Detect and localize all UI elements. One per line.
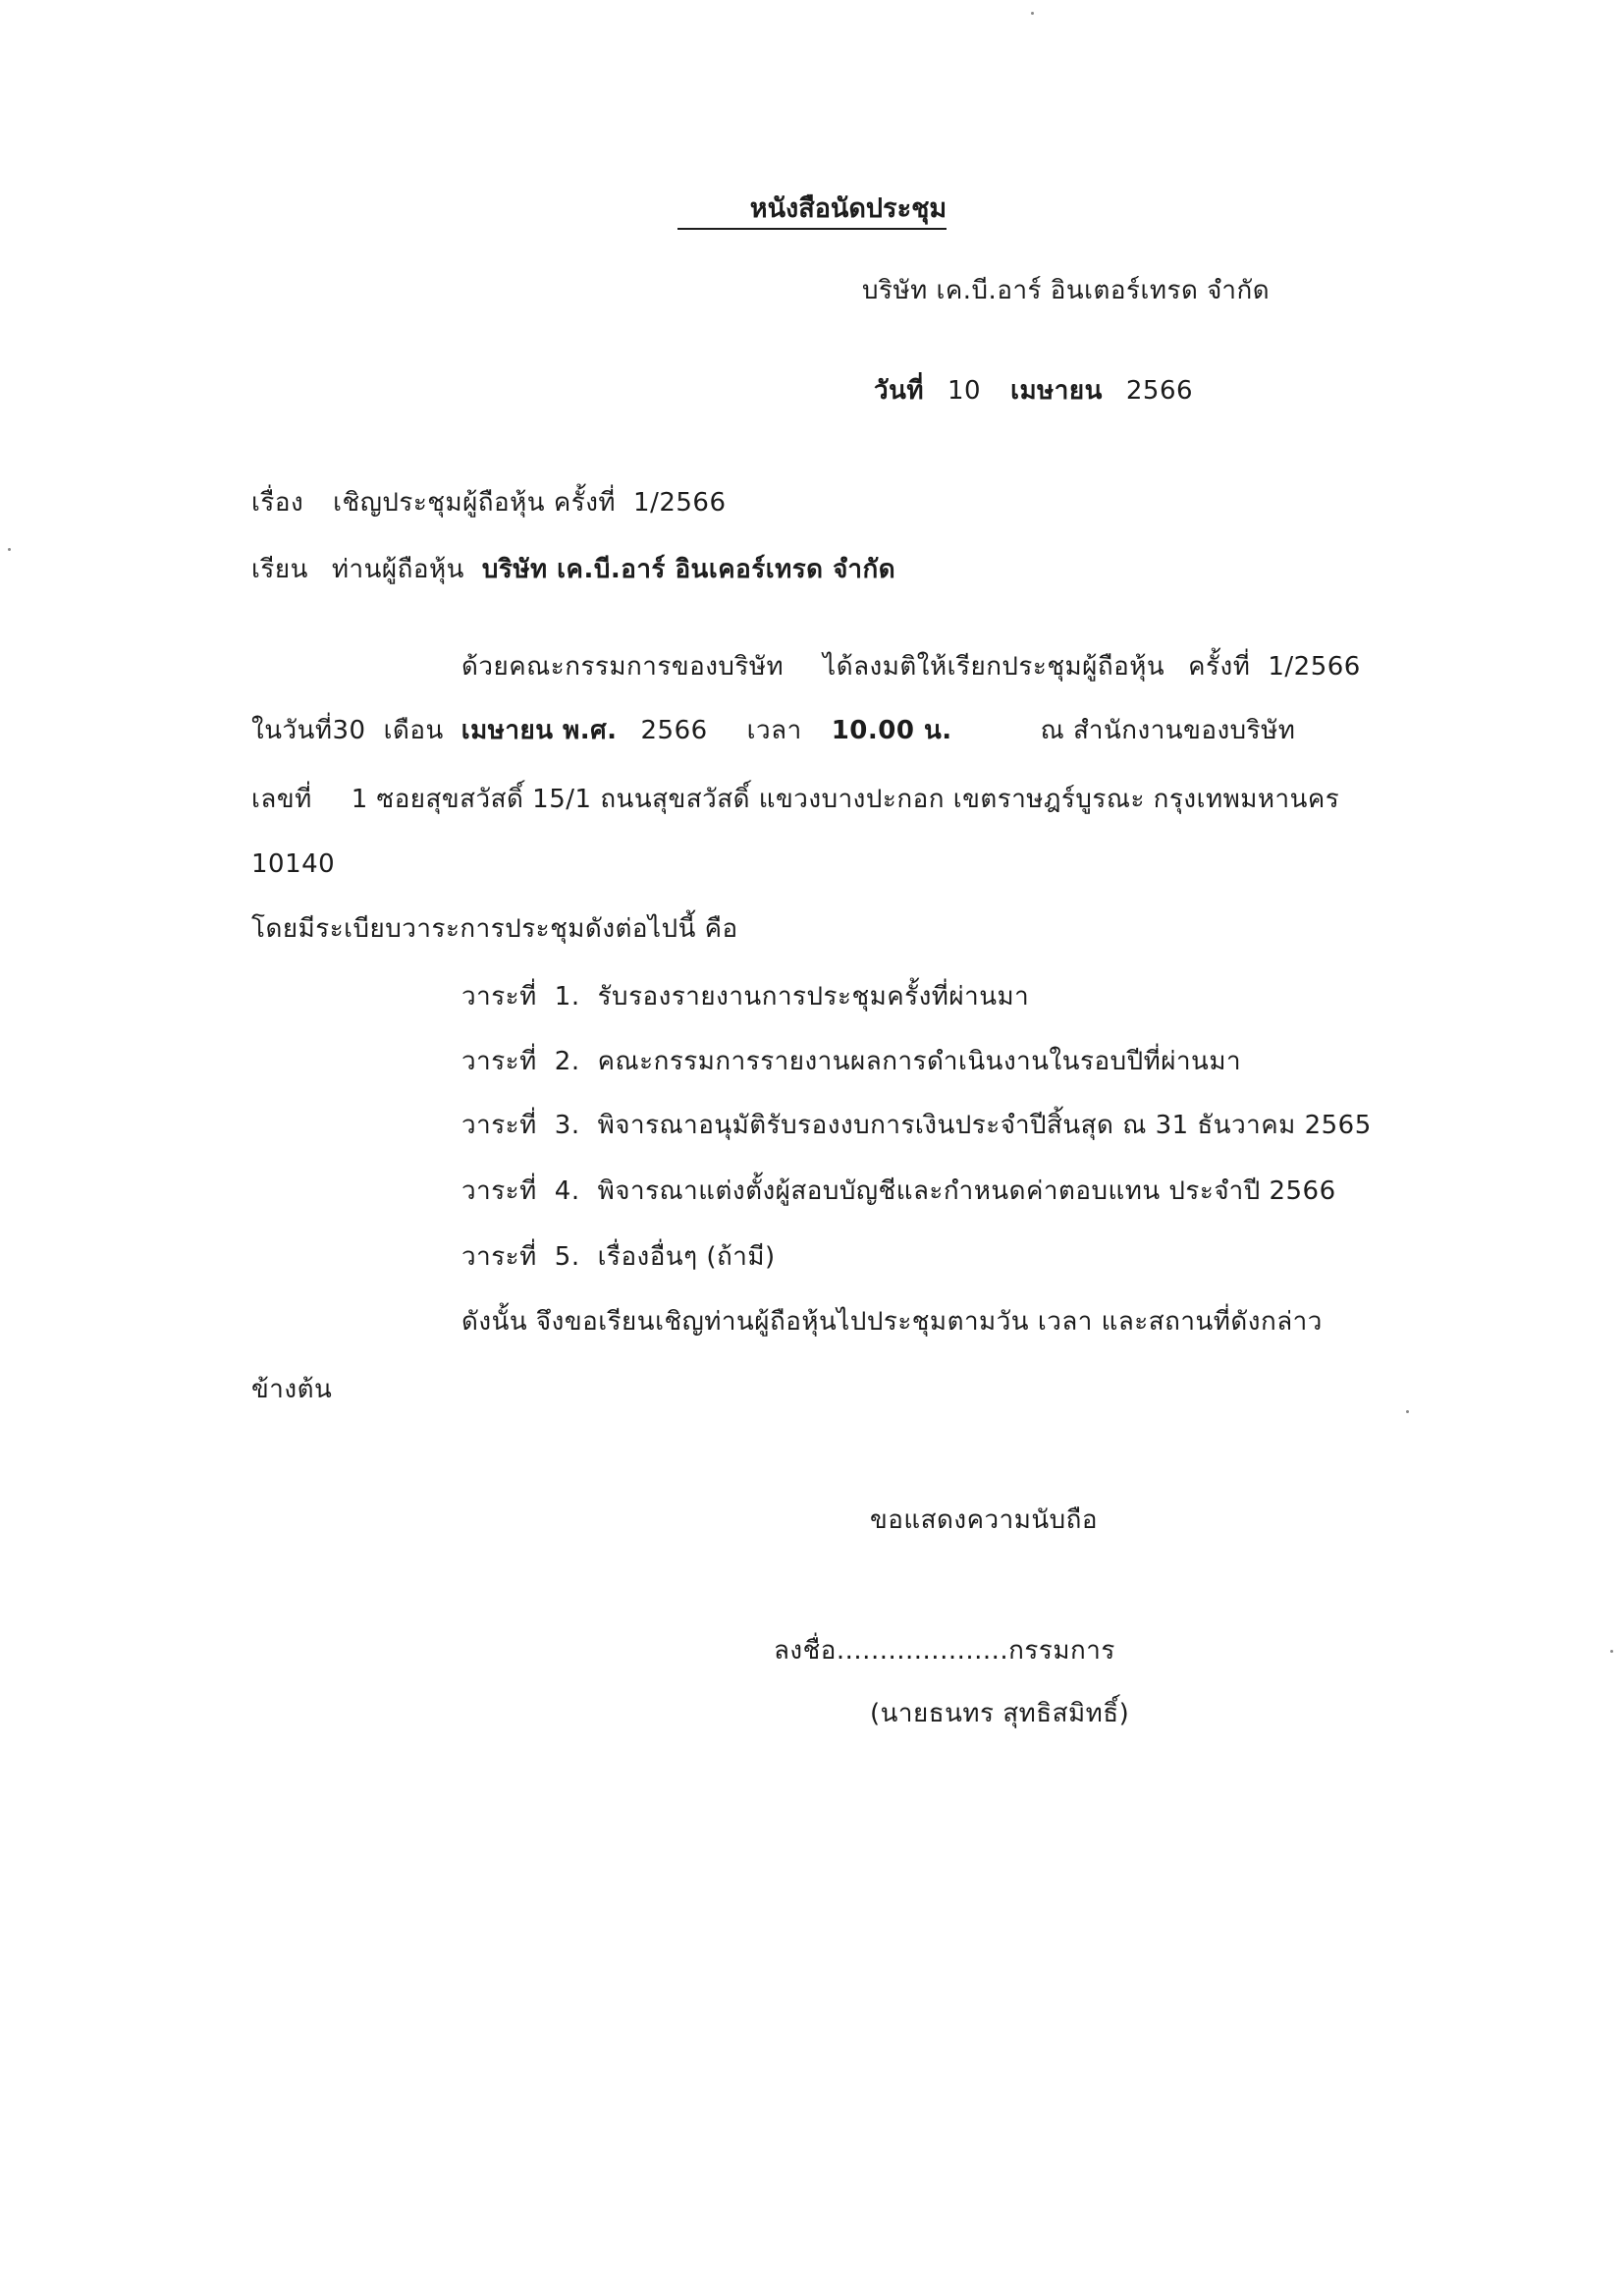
agenda-item-5: วาระที่ 5. เรื่องอื่นๆ (ถ้ามี) <box>461 1242 776 1272</box>
agenda-item-2: วาระที่ 2. คณะกรรมการรายงานผลการดำเนินงานในรอบปีที่ผ่านมา <box>461 1047 1242 1076</box>
body-line-1: ด้วยคณะกรรมการของบริษัท ได้ลงมติให้เรียกประชุมผู้ถือหุ้น ครั้งที่ 1/2566 <box>461 652 1361 682</box>
agenda-item-3: วาระที่ 3. พิจารณาอนุมัติรับรองงบการเงินประจำปีสิ้นสุด ณ 31 ธันวาคม 2565 <box>461 1111 1372 1140</box>
document-date: วันที่ 10 เมษายน 2566 <box>874 376 1194 406</box>
scan-speck <box>1610 1650 1613 1653</box>
scan-speck <box>1406 1410 1409 1413</box>
closing-line-1: ดังนั้น จึงขอเรียนเชิญท่านผู้ถือหุ้นไปประชุมตามวัน เวลา และสถานที่ดังกล่าว <box>461 1307 1323 1337</box>
signatory-name: (นายธนทร สุทธิสมิทธิ์) <box>870 1699 1130 1728</box>
closing-line-2: ข้างต้น <box>251 1375 333 1404</box>
company-header: บริษัท เค.บี.อาร์ อินเตอร์เทรด จำกัด <box>862 276 1271 305</box>
scan-speck <box>8 548 11 551</box>
body-line-2: ในวันที่30 เดือน เมษายน พ.ศ. 2566 เวลา 10.00 น. ณ สำนักงานของบริษัท <box>251 716 1296 745</box>
recipient-line: เรียน ท่านผู้ถือหุ้น บริษัท เค.บี.อาร์ อินเคอร์เทรด จำกัด <box>251 555 896 584</box>
body-line-3: เลขที่ 1 ซอยสุขสวัสดิ์ 15/1 ถนนสุขสวัสดิ์ แขวงบางปะกอก เขตราษฎร์บูรณะ กรุงเทพมหานคร <box>251 785 1340 814</box>
regards-text: ขอแสดงความนับถือ <box>870 1505 1098 1535</box>
scan-speck <box>1031 12 1034 15</box>
document-title: หนังสือนัดประชุม <box>0 192 1624 230</box>
agenda-item-1: วาระที่ 1. รับรองรายงานการประชุมครั้งที่ผ่านมา <box>461 982 1030 1011</box>
signature-line: ลงชื่อ....................กรรมการ <box>774 1636 1115 1666</box>
body-line-4: 10140 <box>251 849 336 879</box>
body-line-5: โดยมีระเบียบวาระการประชุมดังต่อไปนี้ คือ <box>251 914 738 944</box>
subject-line: เรื่อง เชิญประชุมผู้ถือหุ้น ครั้งที่ 1/2566 <box>251 488 727 518</box>
agenda-item-4: วาระที่ 4. พิจารณาแต่งตั้งผู้สอบบัญชีและกำหนดค่าตอบแทน ประจำปี 2566 <box>461 1176 1336 1206</box>
